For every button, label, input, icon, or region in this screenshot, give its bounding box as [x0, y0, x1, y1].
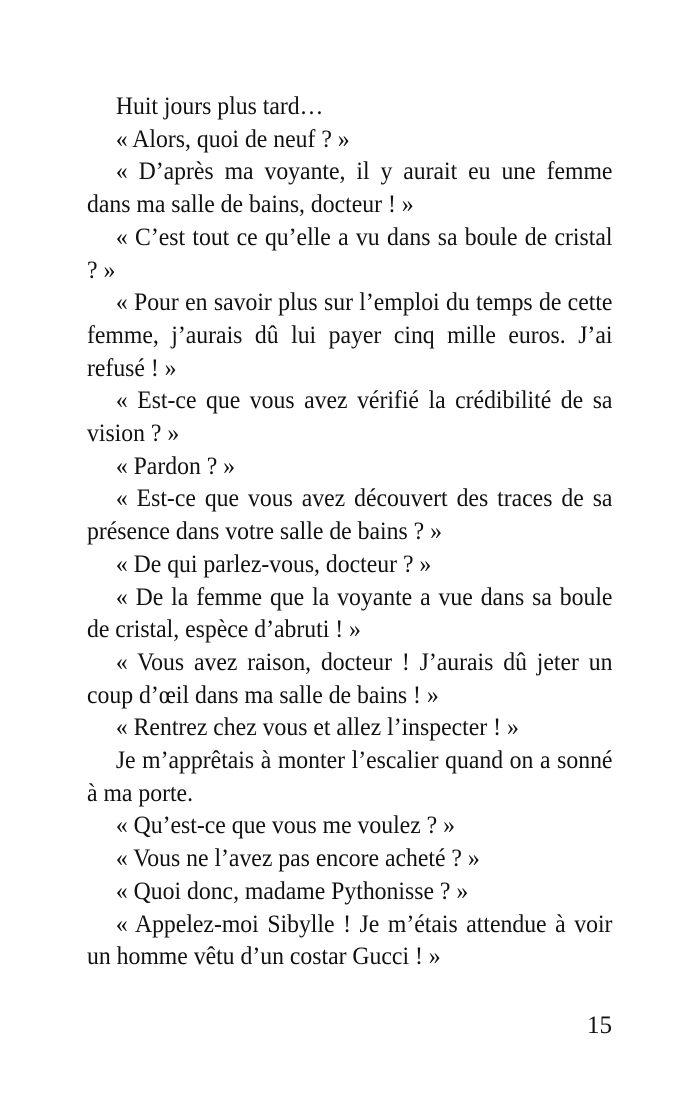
paragraph: « Vous avez raison, docteur ! J’aurais dû jeter un coup d’œil dans ma salle de bains ! » [87, 646, 613, 709]
paragraph: « De la femme que la voyante a vue dans sa boule de cristal, espèce d’abruti ! » [87, 581, 613, 644]
paragraph: « Rentrez chez vous et allez l’inspecter ! » [115, 712, 519, 742]
paragraph: Je m’apprêtais à monter l’escalier quand on a sonné à ma porte. [87, 745, 613, 807]
paragraph: « C’est tout ce qu’elle a vu dans sa boule de cristal ? » [87, 221, 613, 284]
paragraph: « Quoi donc, madame Pythonisse ? » [115, 875, 469, 905]
paragraph: « Alors, quoi de neuf ? » [115, 123, 350, 153]
paragraph: « D’après ma voyante, il y aurait eu une femme dans ma salle de bains, docteur ! » [87, 156, 613, 219]
paragraph: « De qui parlez-vous, docteur ? » [115, 548, 432, 578]
paragraph: « Est-ce que vous avez découvert des traces de sa présence dans votre salle de bains ? » [87, 483, 613, 546]
body-text [87, 90, 612, 973]
paragraph: « Pardon ? » [115, 450, 236, 480]
paragraph: « Pour en savoir plus sur l’emploi du temps de cette femme, j’aurais dû lui payer cinq mille euros. J’ai refusé ! » [87, 287, 613, 382]
paragraph: « Est-ce que vous avez vérifié la crédibilité de sa vision ? » [87, 385, 613, 448]
paragraph: Huit jours plus tard… [115, 91, 324, 120]
paragraph: « Qu’est-ce que vous me voulez ? » [115, 810, 455, 840]
paragraph: « Appelez-moi Sibylle ! Je m’étais attendue à voir un homme vêtu d’un costar Gucci ! » [87, 908, 613, 971]
paragraph: « Vous ne l’avez pas encore acheté ? » [115, 843, 480, 873]
page-number: 15 [587, 1012, 612, 1039]
